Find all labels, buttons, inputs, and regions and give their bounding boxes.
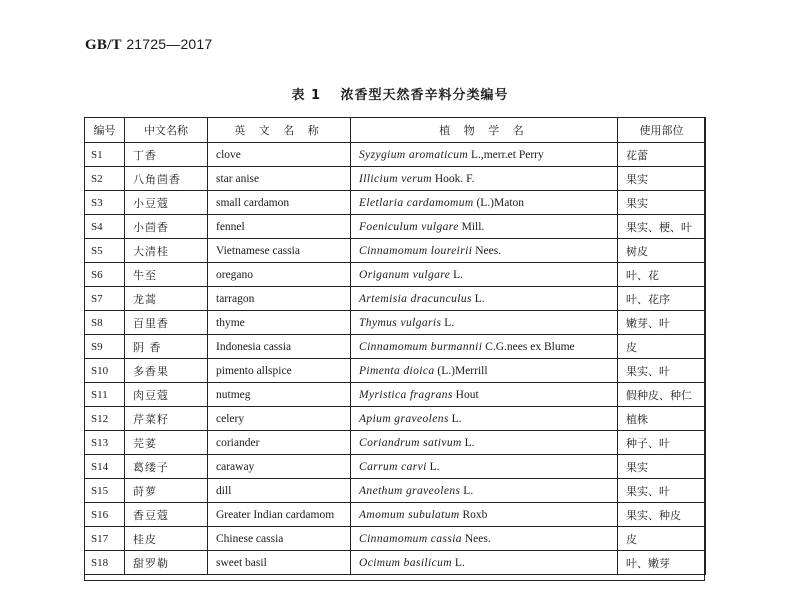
cell-english-name: sweet basil bbox=[208, 551, 351, 575]
cell-chinese-name: 小茴香 bbox=[125, 215, 208, 239]
cell-chinese-name: 香豆蔻 bbox=[125, 503, 208, 527]
cell-part-used: 叶、花 bbox=[618, 263, 706, 287]
table-row bbox=[85, 311, 706, 335]
cell-part-used: 嫩芽、叶 bbox=[618, 311, 706, 335]
cell-code: S11 bbox=[85, 383, 125, 407]
cell-part-used: 树皮 bbox=[618, 239, 706, 263]
table-row bbox=[85, 263, 706, 287]
cell-botanical-name bbox=[351, 479, 618, 503]
cell-english-name: Greater Indian cardamom bbox=[208, 503, 351, 527]
table-row bbox=[85, 215, 706, 239]
cell-botanical-name bbox=[351, 503, 618, 527]
cell-botanical-name bbox=[351, 287, 618, 311]
cell-chinese-name: 莳萝 bbox=[125, 479, 208, 503]
cell-english-name: celery bbox=[208, 407, 351, 431]
botanical-authority: Mill. bbox=[458, 220, 485, 233]
cell-code: S8 bbox=[85, 311, 125, 335]
cell-english-name: small cardamon bbox=[208, 191, 351, 215]
cell-code: S9 bbox=[85, 335, 125, 359]
cell-code: S10 bbox=[85, 359, 125, 383]
cell-chinese-name: 甜罗勒 bbox=[125, 551, 208, 575]
table-row bbox=[85, 503, 706, 527]
cell-part-used: 果实 bbox=[618, 167, 706, 191]
cell-english-name: nutmeg bbox=[208, 383, 351, 407]
botanical-binomial: Thymus vulgaris bbox=[359, 316, 442, 329]
cell-english-name: coriander bbox=[208, 431, 351, 455]
cell-part-used: 种子、叶 bbox=[618, 431, 706, 455]
botanical-authority: L. bbox=[471, 292, 485, 305]
table-label: 表 1 bbox=[291, 88, 322, 103]
cell-code: S17 bbox=[85, 527, 125, 551]
cell-english-name: caraway bbox=[208, 455, 351, 479]
cell-botanical-name bbox=[351, 359, 618, 383]
table-row bbox=[85, 431, 706, 455]
cell-code: S14 bbox=[85, 455, 125, 479]
table-row bbox=[85, 479, 706, 503]
cell-code: S7 bbox=[85, 287, 125, 311]
table-row bbox=[85, 407, 706, 431]
table-body bbox=[85, 143, 706, 575]
botanical-authority: L. bbox=[450, 268, 464, 281]
cell-botanical-name bbox=[351, 383, 618, 407]
cell-english-name: dill bbox=[208, 479, 351, 503]
botanical-authority: L. bbox=[460, 484, 474, 497]
column-header-english-name: 英 文 名 称 bbox=[208, 118, 351, 143]
table-header-row bbox=[85, 118, 706, 143]
spice-classification-table bbox=[84, 117, 706, 575]
botanical-binomial: Coriandrum sativum bbox=[359, 436, 462, 449]
botanical-authority: Hook. F. bbox=[431, 172, 475, 185]
cell-code: S1 bbox=[85, 143, 125, 167]
cell-code: S4 bbox=[85, 215, 125, 239]
cell-chinese-name: 葛缕子 bbox=[125, 455, 208, 479]
cell-chinese-name: 丁香 bbox=[125, 143, 208, 167]
cell-botanical-name bbox=[351, 215, 618, 239]
cell-english-name: star anise bbox=[208, 167, 351, 191]
cell-part-used: 花蕾 bbox=[618, 143, 706, 167]
cell-botanical-name bbox=[351, 335, 618, 359]
botanical-authority: L.,merr.et Perry bbox=[468, 148, 544, 161]
cell-code: S15 bbox=[85, 479, 125, 503]
botanical-binomial: Amomum subulatum bbox=[359, 508, 460, 521]
cell-english-name: oregano bbox=[208, 263, 351, 287]
botanical-binomial: Foeniculum vulgare bbox=[359, 220, 459, 233]
cell-botanical-name bbox=[351, 551, 618, 575]
table-row bbox=[85, 191, 706, 215]
cell-botanical-name bbox=[351, 143, 618, 167]
cell-chinese-name: 大清桂 bbox=[125, 239, 208, 263]
botanical-authority: L. bbox=[426, 460, 440, 473]
column-header-code: 编号 bbox=[85, 118, 125, 143]
cell-english-name: tarragon bbox=[208, 287, 351, 311]
cell-english-name: Chinese cassia bbox=[208, 527, 351, 551]
standard-number: 21725—2017 bbox=[126, 36, 213, 52]
table-row bbox=[85, 287, 706, 311]
cell-part-used: 果实、叶 bbox=[618, 359, 706, 383]
standard-prefix: GB/T bbox=[85, 37, 122, 53]
cell-botanical-name bbox=[351, 455, 618, 479]
cell-part-used: 叶、花序 bbox=[618, 287, 706, 311]
table-row bbox=[85, 167, 706, 191]
botanical-authority: Nees. bbox=[472, 244, 502, 257]
cell-chinese-name: 龙蒿 bbox=[125, 287, 208, 311]
standard-code bbox=[85, 36, 212, 54]
cell-part-used: 果实、叶 bbox=[618, 479, 706, 503]
cell-part-used: 果实 bbox=[618, 455, 706, 479]
cell-chinese-name: 百里香 bbox=[125, 311, 208, 335]
cell-part-used: 植株 bbox=[618, 407, 706, 431]
cell-english-name: Indonesia cassia bbox=[208, 335, 351, 359]
cell-botanical-name bbox=[351, 191, 618, 215]
botanical-authority: C.G.nees ex Blume bbox=[482, 340, 575, 353]
botanical-binomial: Origanum vulgare bbox=[359, 268, 451, 281]
cell-botanical-name bbox=[351, 431, 618, 455]
cell-botanical-name bbox=[351, 527, 618, 551]
cell-chinese-name: 肉豆蔻 bbox=[125, 383, 208, 407]
botanical-authority: L. bbox=[441, 316, 455, 329]
cell-botanical-name bbox=[351, 167, 618, 191]
cell-chinese-name: 牛至 bbox=[125, 263, 208, 287]
botanical-binomial: Carrum carvi bbox=[359, 460, 427, 473]
column-header-botanical-name: 植 物 学 名 bbox=[351, 118, 618, 143]
botanical-binomial: Pimenta dioica bbox=[359, 364, 435, 377]
botanical-binomial: Artemisia dracunculus bbox=[359, 292, 472, 305]
cell-chinese-name: 桂皮 bbox=[125, 527, 208, 551]
botanical-binomial: Syzygium aromaticum bbox=[359, 148, 469, 161]
cell-part-used: 皮 bbox=[618, 527, 706, 551]
cell-part-used: 叶、嫩芽 bbox=[618, 551, 706, 575]
botanical-binomial: Illicium verum bbox=[359, 172, 432, 185]
cell-english-name: clove bbox=[208, 143, 351, 167]
botanical-authority: (L.)Maton bbox=[473, 196, 525, 209]
cell-code: S13 bbox=[85, 431, 125, 455]
cell-code: S18 bbox=[85, 551, 125, 575]
botanical-binomial: Apium graveolens bbox=[359, 412, 449, 425]
cell-botanical-name bbox=[351, 263, 618, 287]
table-row bbox=[85, 383, 706, 407]
cell-chinese-name: 八角茴香 bbox=[125, 167, 208, 191]
botanical-binomial: Ocimum basilicum bbox=[359, 556, 452, 569]
botanical-binomial: Myristica fragrans bbox=[359, 388, 453, 401]
cell-code: S5 bbox=[85, 239, 125, 263]
botanical-authority: (L.)Merrill bbox=[434, 364, 488, 377]
cell-part-used: 果实、种皮 bbox=[618, 503, 706, 527]
botanical-authority: L. bbox=[451, 556, 465, 569]
cell-chinese-name: 小豆蔻 bbox=[125, 191, 208, 215]
cell-code: S3 bbox=[85, 191, 125, 215]
table-row bbox=[85, 527, 706, 551]
column-header-chinese-name: 中文名称 bbox=[125, 118, 208, 143]
cell-chinese-name: 阴 香 bbox=[125, 335, 208, 359]
cell-botanical-name bbox=[351, 311, 618, 335]
cell-part-used: 皮 bbox=[618, 335, 706, 359]
cell-code: S12 bbox=[85, 407, 125, 431]
cell-english-name: pimento allspice bbox=[208, 359, 351, 383]
table-row bbox=[85, 143, 706, 167]
botanical-authority: Roxb bbox=[459, 508, 488, 521]
table-title bbox=[0, 84, 800, 103]
cell-chinese-name: 多香果 bbox=[125, 359, 208, 383]
botanical-authority: Nees. bbox=[461, 532, 491, 545]
cell-code: S6 bbox=[85, 263, 125, 287]
cell-english-name: fennel bbox=[208, 215, 351, 239]
botanical-binomial: Cinnamomum loureirii bbox=[359, 244, 473, 257]
botanical-authority: Hout bbox=[452, 388, 479, 401]
botanical-binomial: Anethum graveolens bbox=[359, 484, 461, 497]
table-caption: 浓香型天然香辛料分类编号 bbox=[340, 88, 509, 103]
botanical-binomial: Eletlaria cardamomum bbox=[359, 196, 474, 209]
botanical-authority: L. bbox=[461, 436, 475, 449]
table-row bbox=[85, 335, 706, 359]
cell-botanical-name bbox=[351, 407, 618, 431]
botanical-authority: L. bbox=[448, 412, 462, 425]
cell-chinese-name: 芹菜籽 bbox=[125, 407, 208, 431]
cell-english-name: Vietnamese cassia bbox=[208, 239, 351, 263]
table-row bbox=[85, 239, 706, 263]
cell-english-name: thyme bbox=[208, 311, 351, 335]
cell-botanical-name bbox=[351, 239, 618, 263]
cell-part-used: 果实 bbox=[618, 191, 706, 215]
botanical-binomial: Cinnamomum cassia bbox=[359, 532, 462, 545]
table-row bbox=[85, 455, 706, 479]
column-header-part-used: 使用部位 bbox=[618, 118, 706, 143]
table-row bbox=[85, 359, 706, 383]
cell-chinese-name: 芫荽 bbox=[125, 431, 208, 455]
table-row bbox=[85, 551, 706, 575]
cell-part-used: 假种皮、种仁 bbox=[618, 383, 706, 407]
botanical-binomial: Cinnamomum burmannii bbox=[359, 340, 483, 353]
cell-part-used: 果实、梗、叶 bbox=[618, 215, 706, 239]
cell-code: S2 bbox=[85, 167, 125, 191]
cell-code: S16 bbox=[85, 503, 125, 527]
